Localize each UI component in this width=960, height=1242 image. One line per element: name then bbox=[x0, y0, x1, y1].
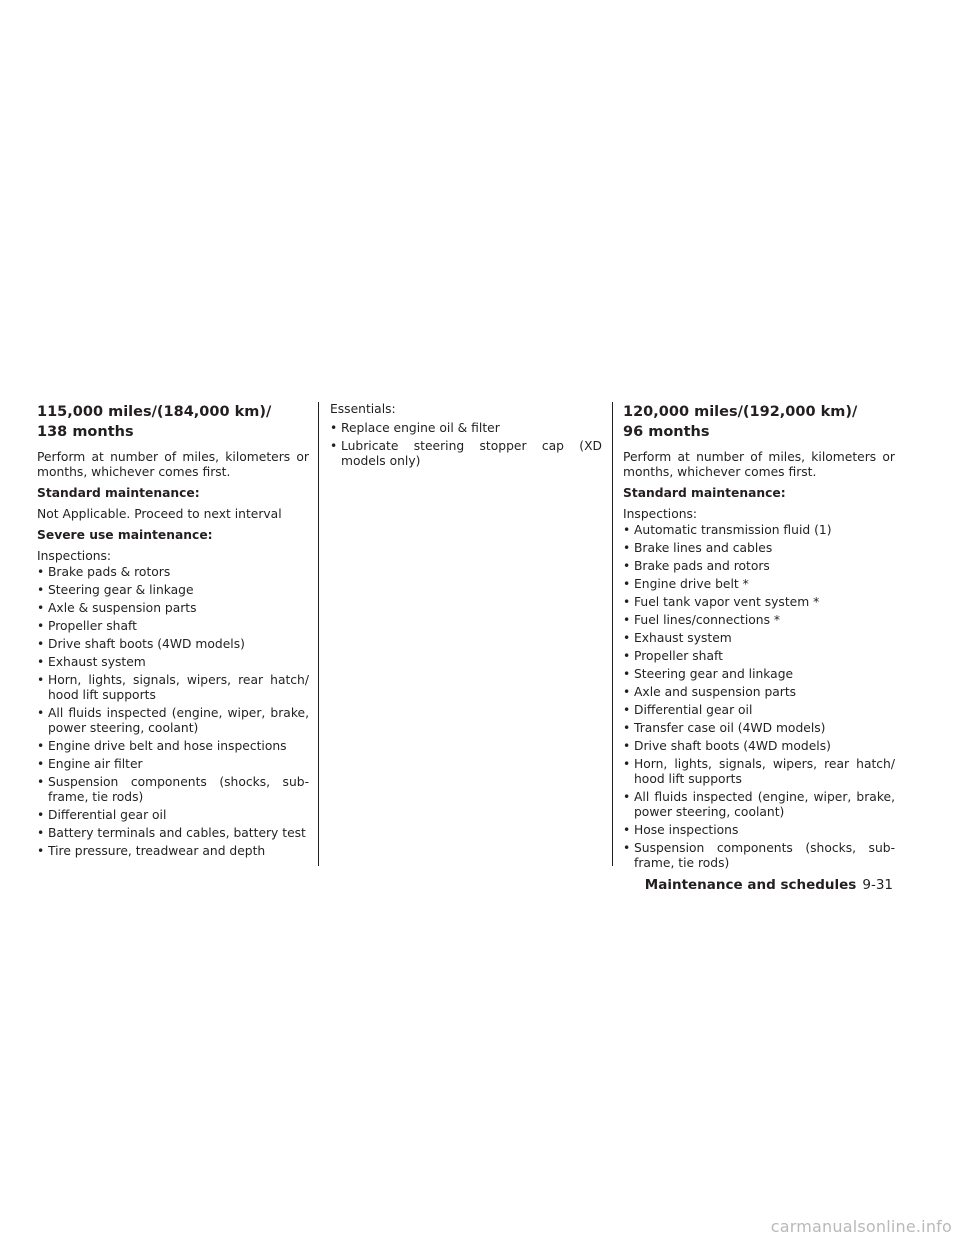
list-item: • Drive shaft boots (4WD models) bbox=[37, 637, 309, 652]
list-item: • Automatic transmission fluid (1) bbox=[623, 523, 895, 538]
essentials-list bbox=[330, 421, 602, 469]
column-divider bbox=[612, 402, 613, 866]
list-item: • Horn, lights, signals, wipers, rear hatch/ hood lift supports bbox=[623, 757, 895, 787]
list-item: • Axle and suspension parts bbox=[623, 685, 895, 700]
column-divider bbox=[318, 402, 319, 866]
list-item: • Brake pads and rotors bbox=[623, 559, 895, 574]
page-footer bbox=[0, 877, 893, 893]
list-item: • Battery terminals and cables, battery test bbox=[37, 826, 309, 841]
watermark: carmanualsonline.info bbox=[770, 1217, 952, 1236]
list-item: • Propeller shaft bbox=[623, 649, 895, 664]
list-item: • Steering gear & linkage bbox=[37, 583, 309, 598]
list-item: • Transfer case oil (4WD models) bbox=[623, 721, 895, 736]
list-item: • Steering gear and linkage bbox=[623, 667, 895, 682]
list-item: • Hose inspections bbox=[623, 823, 895, 838]
list-item: • Tire pressure, treadwear and depth bbox=[37, 844, 309, 859]
list-item: • Replace engine oil & filter bbox=[330, 421, 602, 436]
essentials-label: Essentials: bbox=[330, 402, 396, 416]
standard-maintenance-text: Not Applicable. Proceed to next interval bbox=[37, 507, 282, 521]
list-item: • All fluids inspected (engine, wiper, brake, power steering, coolant) bbox=[623, 790, 895, 820]
list-item: • Engine drive belt * bbox=[623, 577, 895, 592]
inspections-label: Inspections: bbox=[623, 507, 698, 521]
standard-maintenance-label: Standard maintenance: bbox=[623, 486, 786, 500]
intro-text: Perform at number of miles, kilometers or months, whichever comes first. bbox=[623, 450, 895, 479]
list-item: • Brake pads & rotors bbox=[37, 565, 309, 580]
standard-maintenance-label: Standard maintenance: bbox=[37, 486, 200, 500]
list-item: • Brake lines and cables bbox=[623, 541, 895, 556]
list-item: • Drive shaft boots (4WD models) bbox=[623, 739, 895, 754]
inspection-list bbox=[37, 565, 309, 859]
list-item: • Fuel tank vapor vent system * bbox=[623, 595, 895, 610]
list-item: • Suspension components (shocks, sub-frame, tie rods) bbox=[37, 775, 309, 805]
column-120000-miles bbox=[623, 402, 895, 874]
list-item: • Engine air filter bbox=[37, 757, 309, 772]
list-item: • Differential gear oil bbox=[623, 703, 895, 718]
column-115000-miles bbox=[37, 402, 309, 862]
list-item: • Axle & suspension parts bbox=[37, 601, 309, 616]
list-item: • Fuel lines/connections * bbox=[623, 613, 895, 628]
inspections-label: Inspections: bbox=[37, 549, 112, 563]
list-item: • Engine drive belt and hose inspections bbox=[37, 739, 309, 754]
list-item: • Suspension components (shocks, sub-frame, tie rods) bbox=[623, 841, 895, 871]
heading-120000-miles: 120,000 miles/(192,000 km)/ 96 months bbox=[623, 404, 858, 440]
heading-115000-miles: 115,000 miles/(184,000 km)/ 138 months bbox=[37, 404, 272, 440]
list-item: • Exhaust system bbox=[37, 655, 309, 670]
severe-use-label: Severe use maintenance: bbox=[37, 528, 213, 542]
column-essentials bbox=[330, 402, 602, 472]
list-item: • Exhaust system bbox=[623, 631, 895, 646]
inspection-list bbox=[623, 523, 895, 871]
intro-text: Perform at number of miles, kilometers or months, whichever comes first. bbox=[37, 450, 309, 479]
list-item: • Lubricate steering stopper cap (XD models only) bbox=[330, 439, 602, 469]
list-item: • Propeller shaft bbox=[37, 619, 309, 634]
page-number: 9-31 bbox=[862, 877, 893, 893]
list-item: • Differential gear oil bbox=[37, 808, 309, 823]
footer-section-title: Maintenance and schedules bbox=[644, 877, 857, 893]
list-item: • All fluids inspected (engine, wiper, brake, power steering, coolant) bbox=[37, 706, 309, 736]
list-item: • Horn, lights, signals, wipers, rear hatch/ hood lift supports bbox=[37, 673, 309, 703]
